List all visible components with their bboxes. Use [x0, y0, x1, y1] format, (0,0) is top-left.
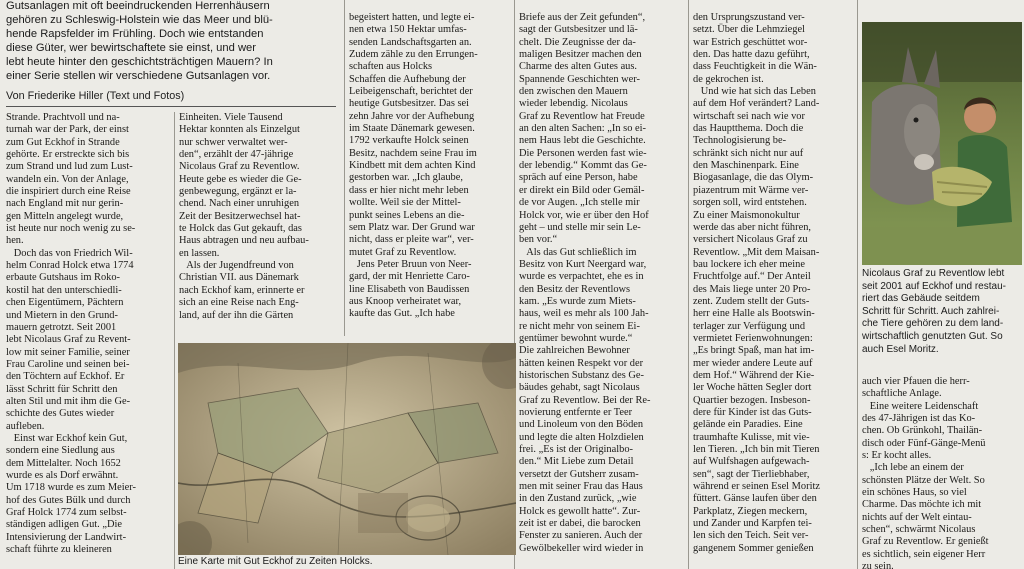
- text-line: schaft führte zu kleineren: [6, 544, 112, 556]
- text-line: Leibeigenschaft, berichtet der: [349, 86, 473, 98]
- text-line: das Hauptthema. Doch die: [693, 123, 804, 135]
- text-line: zent. Zudem stellt der Guts-: [693, 295, 810, 307]
- text-line: dem Mittelalter. Noch 1652: [6, 457, 121, 469]
- text-line: s: Er kocht alles.: [862, 450, 932, 462]
- text-line: de vor Augen. „Ich stelle mir: [519, 197, 640, 209]
- text-line: diese Güter, wer bewirtschaftete sie einst, und wer: [6, 41, 256, 54]
- text-line: setzt. Über die Lehmziegel: [693, 24, 805, 36]
- text-line: Als das Gut schließlich im: [519, 246, 637, 258]
- text-line: ben vor.“: [519, 234, 558, 246]
- text-line: men mit seiner Frau das Haus: [519, 481, 643, 493]
- text-line: ständigen adligen Gut. „Die: [6, 519, 122, 531]
- text-line: die inspiriert durch eine Reise: [6, 186, 131, 198]
- text-line: kostil hat den unterschiedli-: [6, 284, 122, 296]
- text-line: einer Serie stellen wir verschiedene Gutsanlagen vor.: [6, 69, 271, 82]
- text-line: Gewölbekeller wird wieder in: [519, 542, 644, 554]
- text-line: sorgen soll, wird entstehen.: [693, 197, 807, 209]
- text-line: füttert. Gänse laufen über den: [693, 493, 817, 505]
- column-divider: [688, 0, 689, 569]
- text-line: war Estrich geschüttet wor-: [693, 36, 808, 48]
- text-line: Jens Peter Bruun von Neer-: [349, 258, 472, 270]
- text-line: sen“, sagt der Tierliebhaber,: [693, 468, 810, 480]
- text-line: Briefe aus der Zeit gefunden“,: [519, 12, 646, 23]
- text-line: und Linoleum von den Böden: [519, 419, 644, 431]
- text-line: Und wie hat sich das Leben: [693, 86, 816, 98]
- text-line: chen. Ob Grünkohl, Thailän-: [862, 425, 983, 437]
- text-line: Parkplatz, Ziegen meckern,: [693, 505, 808, 517]
- text-line: schaften aus Holcks: [349, 61, 433, 73]
- text-line: Einst war Eckhof kein Gut,: [6, 432, 128, 444]
- text-line: Doch das von Friedrich Wil-: [6, 247, 133, 259]
- text-line: nach England mit nur gerin-: [6, 198, 124, 210]
- text-line: den Ursprungszustand ver-: [693, 12, 805, 23]
- text-line: werde das aber nicht führen,: [693, 221, 811, 233]
- text-line: wirtschaftlich genutzten Gut. So: [862, 330, 1003, 342]
- text-line: Zeit der Besitzerwechsel hat-: [179, 210, 301, 222]
- text-line: während er seinen Esel Moritz: [693, 481, 820, 493]
- text-line: nem Haus lebt die Geschichte.: [519, 135, 646, 147]
- text-line: wollte. Weil sie der Mittel-: [349, 197, 461, 209]
- text-line: turnah war der Park, der einst: [6, 124, 129, 136]
- text-line: en lassen.: [179, 247, 220, 259]
- text-line: ein schönes Haus, so viel: [862, 487, 967, 499]
- text-line: spräch auf eine Person, habe: [519, 172, 638, 184]
- historic-map-image: [178, 343, 516, 555]
- text-line: senden Landschaftsgarten an.: [349, 36, 472, 48]
- text-line: Schaffen die Aufhebung der: [349, 73, 466, 85]
- text-line: wurde es verpachtet, ehe es in: [519, 271, 644, 283]
- text-line: dass er hier nicht mehr leben: [349, 184, 469, 196]
- text-line: wirtschaft sei nach wie vor: [693, 110, 805, 122]
- text-line: des Mais liege unter 20 Pro-: [693, 283, 811, 295]
- photo-caption: [862, 268, 1022, 363]
- text-line: len sich den Teich. Seit ver-: [693, 530, 809, 542]
- text-line: wieder lebendig. Nicolaus: [519, 98, 628, 110]
- text-line: che Tiere gehören zu dem land-: [862, 318, 1004, 330]
- text-line: Graf zu Reventlow. Bei der Re-: [519, 394, 651, 406]
- text-line: sagt der Gutsbesitzer und lä-: [519, 24, 638, 36]
- text-line: gestorben war. „Ich glaube,: [349, 172, 463, 184]
- text-line: sem Platz war. Der Grund war: [349, 221, 475, 233]
- text-line: gentümer bewohnt wurde.“: [519, 332, 633, 344]
- text-line: kaufte das Gut. „Ich habe: [349, 308, 455, 320]
- text-line: schönsten Plätze der Welt. So: [862, 474, 985, 486]
- text-line: kam. „Es wurde zum Miets-: [519, 295, 636, 307]
- text-line: Holck es gewollt hatte“. Zur-: [519, 505, 641, 517]
- text-line: den Besitz der Reventlows: [519, 283, 631, 295]
- text-line: Holck vor, wie er über den Hof: [519, 209, 649, 221]
- text-line: Charme des alten Gutes aus.: [519, 61, 638, 73]
- text-line: Biogasanlage, die das Olym-: [693, 172, 814, 184]
- text-line: historischen Substanz des Ge-: [519, 369, 644, 381]
- text-line: sich an eine Reise nach Eng-: [179, 297, 299, 309]
- article-intro: [6, 0, 336, 83]
- text-line: lebt heute hinter den geschichtsträchtigen Mauern? In: [6, 55, 273, 68]
- text-line: lebt Nicolaus Graf zu Revent-: [6, 334, 131, 346]
- text-line: gen Mitteln angelegt wurde,: [6, 210, 124, 222]
- text-line: vermietet Ferienwohnungen:: [693, 332, 813, 344]
- text-line: maligen Besitzer machen den: [519, 49, 642, 61]
- text-line: Einheiten. Viele Tausend: [179, 112, 283, 123]
- text-line: terlager zur Verfügung und: [693, 320, 806, 332]
- text-line: zum Strand und lud zum Lust-: [6, 161, 133, 173]
- text-line: low mit seiner Familie, seiner: [6, 346, 130, 358]
- text-line: hätten keinen Respekt vor der: [519, 357, 644, 369]
- text-line: te Holck das Gut gekauft, das: [179, 223, 302, 235]
- text-line: riert das Gebäude seitdem: [862, 293, 980, 305]
- text-line: nicht, dass er pleite war“, ver-: [349, 234, 474, 246]
- text-line: im Staate Dänemark gewesen.: [349, 123, 475, 135]
- text-line: zum Gut Eckhof in Strande: [6, 136, 120, 148]
- text-line: traumhafte Kulisse, mit vie-: [693, 431, 810, 443]
- text-line: Strande. Prachtvoll und na-: [6, 112, 120, 123]
- text-line: geht – und stelle mir sein Le-: [519, 221, 641, 233]
- text-line: chend. Nach einer unruhigen: [179, 198, 300, 210]
- text-line: den zwischen den Mauern: [519, 86, 628, 98]
- text-line: und legte die alten Holzdielen: [519, 431, 644, 443]
- text-line: hof des Gutes Bülk und durch: [6, 494, 131, 506]
- text-line: er direkt ein Bild oder Gemäl-: [519, 184, 645, 196]
- text-line: seit 2001 auf Eckhof und restau-: [862, 280, 1006, 292]
- text-line: an den alten Sachen: „In so ei-: [519, 123, 646, 135]
- text-line: Spannende Geschichten wer-: [519, 73, 640, 85]
- text-line: auch Esel Moritz.: [862, 343, 939, 355]
- text-line: re nicht mehr von seinem Ei-: [519, 320, 640, 332]
- text-line: Haus abtragen und neu aufbau-: [179, 235, 309, 247]
- map-caption: Eine Karte mit Gut Eckhof zu Zeiten Holcks.: [178, 556, 373, 567]
- text-line: gangenem Sommer genießen: [693, 542, 814, 554]
- text-line: chelt. Die Zeugnisse der da-: [519, 36, 636, 48]
- text-line: Besitz von Kurt Neergard war,: [519, 258, 647, 270]
- text-line: Graf Holck 1774 zum selbst-: [6, 507, 127, 518]
- text-line: zeit ist er dabei, die barocken: [519, 518, 641, 530]
- column-divider: [344, 0, 345, 336]
- text-line: Intensivierung der Landwirt-: [6, 531, 127, 543]
- text-line: de gekrochen ist.: [693, 73, 764, 85]
- text-line: der lebendig.“ Kommt das Ge-: [519, 160, 647, 172]
- text-line: zu sein.: [862, 561, 894, 569]
- text-column-6: [862, 376, 1022, 569]
- text-column-5: [693, 12, 855, 569]
- text-column-2: [179, 112, 342, 336]
- text-line: 1792 verkaufte Holck seinen: [349, 135, 469, 147]
- text-line: aus Knoop verheiratet war,: [349, 295, 462, 307]
- text-line: versichert Nicolaus Graf zu: [693, 234, 808, 246]
- text-line: es sichtlich, sein eigener Herr: [862, 548, 986, 560]
- text-line: Gutsanlagen mit oft beeindruckenden Herrenhäusern: [6, 0, 270, 12]
- text-line: hen.: [6, 235, 24, 247]
- text-line: punkt seines Lebens an die-: [349, 209, 465, 221]
- text-line: wurde es als Dorf erwähnt.: [6, 469, 119, 481]
- text-line: erbaute Gutshaus im Roko-: [6, 272, 120, 284]
- text-line: schen“, schwärmt Nicolaus: [862, 524, 976, 536]
- text-line: „Es bringt Spaß, man hat im-: [693, 345, 815, 357]
- text-line: den. Das hatte dazu geführt,: [693, 49, 810, 61]
- text-line: auch vier Pfauen die herr-: [862, 376, 970, 387]
- text-line: Als der Jugendfreund von: [179, 260, 294, 272]
- text-line: den“, erzählt der 47-jährige: [179, 149, 294, 161]
- text-line: dere für Kinder ist das Guts-: [693, 407, 812, 418]
- text-line: disch oder Fünf-Gänge-Menü: [862, 437, 986, 449]
- text-line: dem Hof.“ Während der Kie-: [693, 369, 815, 381]
- text-line: auf Wulfshagen aufgewach-: [693, 456, 810, 468]
- text-column-1: [6, 112, 172, 569]
- text-line: Heute gebe es wieder die Ge-: [179, 173, 302, 185]
- text-line: gard, der mit Henriette Caro-: [349, 271, 470, 283]
- text-line: heutige Gutsbesitzer. Das sei: [349, 98, 470, 110]
- text-line: nichts auf der Welt eintau-: [862, 511, 972, 523]
- text-line: Um 1718 wurde es zum Meier-: [6, 482, 136, 494]
- column-divider: [174, 112, 175, 569]
- text-line: Frau Caroline und seinen bei-: [6, 358, 130, 370]
- text-line: piazentrum mit Wärme ver-: [693, 184, 809, 196]
- text-line: Die zahlreichen Bewohner: [519, 345, 630, 357]
- text-line: den Töchtern auf Eckhof. Er: [6, 371, 125, 383]
- text-line: schichte des Gutes wieder: [6, 408, 115, 420]
- text-line: Schritt für Schritt. Auch zahlrei-: [862, 305, 1000, 317]
- text-line: Besitz, nachdem seine Frau im: [349, 147, 477, 159]
- text-line: frei. „Es ist der Originalbo-: [519, 444, 633, 456]
- column-divider: [857, 0, 858, 569]
- text-line: wandeln ein. Von der Anlage,: [6, 173, 129, 185]
- text-line: schaftliche Anlage.: [862, 388, 942, 400]
- text-line: und Zander und Karpfen tei-: [693, 518, 812, 530]
- text-line: Graf zu Reventlow. Er genießt: [862, 536, 989, 548]
- text-line: schränkt sich nicht nur auf: [693, 147, 804, 159]
- text-line: mutet Graf zu Reventlow.: [349, 246, 457, 258]
- text-line: bäudes gehabt, sagt Nicolaus: [519, 382, 640, 394]
- text-line: novierung entfernte er Teer: [519, 407, 633, 418]
- text-line: Fenster zu sanieren. Auch der: [519, 530, 643, 542]
- text-line: Hektar konnten als Einzelgut: [179, 124, 300, 136]
- text-line: Nicolaus Graf zu Reventlow lebt: [862, 268, 1005, 279]
- text-line: Fruchtfolge auf.“ Der Anteil: [693, 271, 811, 283]
- text-line: Charme. Das möchte ich mit: [862, 499, 982, 511]
- text-line: ler Woche hätten Segler dort: [693, 382, 812, 394]
- text-line: Kindbett mit dem achten Kind: [349, 160, 476, 172]
- text-line: hende Rapsfelder im Frühling. Doch wie entstanden: [6, 27, 264, 40]
- byline-rule: [6, 106, 336, 107]
- text-line: und Mietern in den Grund-: [6, 309, 118, 321]
- text-line: den Maschinenpark. Eine: [693, 160, 799, 172]
- text-line: versetzt der Gutsherr zusam-: [519, 468, 639, 480]
- text-line: alten Stil und mit ihm die Ge-: [6, 395, 131, 407]
- text-line: Eine weitere Leidenschaft: [862, 400, 979, 412]
- text-line: zehn Jahre vor der Aufhebung: [349, 110, 475, 122]
- text-line: lässt Schritt für Schritt den: [6, 383, 118, 395]
- text-line: line Elisabeth von Baudissen: [349, 283, 470, 295]
- text-line: in den Zustand zurück, „wie: [519, 493, 637, 505]
- text-line: bau lockere ich eher meine: [693, 258, 805, 270]
- text-line: dass Feuchtigkeit in die Wän-: [693, 61, 817, 73]
- text-line: nen etwa 150 Hektar umfas-: [349, 24, 467, 36]
- text-line: Quartier bezogen. Insbeson-: [693, 394, 811, 406]
- text-line: Zu einer Maismonokultur: [693, 209, 800, 221]
- text-line: genbewegung, ergänzt er la-: [179, 186, 297, 198]
- byline: Von Friederike Hiller (Text und Fotos): [6, 90, 185, 102]
- text-line: Reventlow. „Mit dem Maisan-: [693, 246, 820, 258]
- text-line: mauern getrotzt. Seit 2001: [6, 321, 117, 333]
- text-line: chen Eigentümern, Pächtern: [6, 297, 124, 309]
- text-line: gehören zu Schleswig-Holstein wie das Meer und blü-: [6, 13, 273, 26]
- text-line: sondern eine Siedlung aus: [6, 445, 115, 457]
- text-line: Christian VII. aus Dänemark: [179, 272, 299, 284]
- text-line: nach Eckhof kam, erinnerte er: [179, 284, 305, 296]
- text-line: herr eine Halle als Bootswin-: [693, 308, 815, 320]
- text-line: aufleben.: [6, 420, 45, 432]
- text-line: len Tieren. „Ich bin mit Tieren: [693, 444, 820, 456]
- text-line: land, auf der ihn die Gärten: [179, 309, 294, 321]
- text-column-3: [349, 12, 512, 332]
- text-line: des 47-Jährigen ist das Ko-: [862, 413, 976, 425]
- text-line: ist heute nur noch wenig zu se-: [6, 223, 136, 235]
- text-line: haus, weil es mehr als 100 Jah-: [519, 308, 649, 320]
- text-line: „Ich lebe an einem der: [862, 462, 964, 474]
- text-line: Nicolaus Graf zu Reventlow.: [179, 161, 300, 173]
- text-line: gelände ein Paradies. Eine: [693, 419, 803, 431]
- donkey-photo: [862, 22, 1022, 265]
- text-line: Zudem zähle zu den Errungen-: [349, 49, 478, 61]
- text-line: den.“ Mit Liebe zum Detail: [519, 456, 634, 468]
- text-line: Die Personen werden fast wie-: [519, 147, 647, 159]
- text-column-4: [519, 12, 686, 569]
- text-line: Graf zu Reventlow hat Freude: [519, 110, 645, 122]
- text-line: nur schwer verwaltet wer-: [179, 136, 288, 148]
- text-line: Technologisierung be-: [693, 135, 787, 147]
- text-line: auf dem Hof verändert? Land-: [693, 98, 820, 110]
- text-line: begeistert hatten, und legte ei-: [349, 12, 475, 23]
- text-line: helm Conrad Holck etwa 1774: [6, 260, 134, 272]
- text-line: mer wieder andere Leute auf: [693, 357, 813, 369]
- text-line: gehörte. Er erstreckte sich bis: [6, 149, 130, 161]
